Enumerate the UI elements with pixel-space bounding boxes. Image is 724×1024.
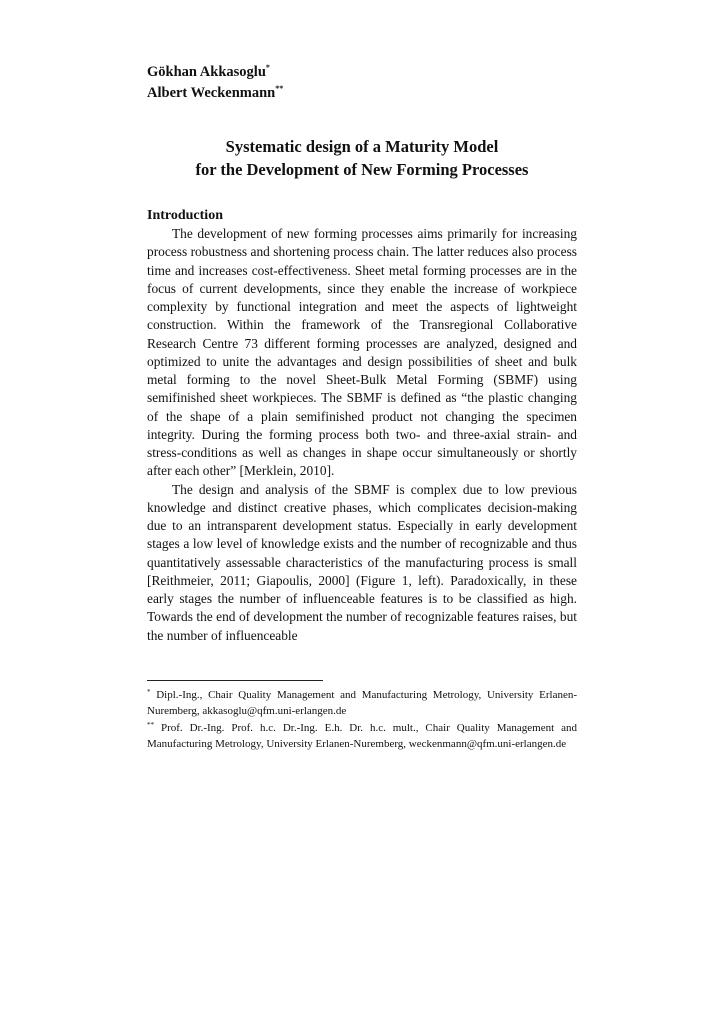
author-block [147, 62, 283, 104]
author-2-name: Albert Weckenmann [147, 85, 276, 101]
paper-title-line-2: for the Development of New Forming Processes [195, 160, 529, 179]
footnote-2 [147, 720, 577, 753]
footnote-1-mark: * [147, 688, 151, 696]
paper-title [147, 135, 577, 181]
footnotes [147, 687, 577, 752]
author-2 [147, 83, 283, 104]
paper-title-line-1: Systematic design of a Maturity Model [225, 137, 499, 156]
section-heading: Introduction [147, 208, 223, 223]
footnote-2-text: Prof. Dr.-Ing. Prof. h.c. Dr.-Ing. E.h. Dr. h.c. mult., Chair Quality Management and Manufacturing Metrology, University Erlanen-Nuremberg, weckenmann@qfm.uni-erlangen.de [147, 721, 577, 750]
footnote-divider [147, 680, 323, 681]
body-paragraph-1: The development of new forming processes aims primarily for increasing process robustness and shortening process chain. The latter reduces also process time and increases cost-effectiveness. Sheet metal forming processes are in the focus of current developments, since they enable the increase of workpiece complexity by functional integration and meet the aspects of lightweight construction. Within the framework of the Transregional Collaborative Research Centre 73 different forming processes are analyzed, designed and optimized to unite the advantages and design possibilities of sheet and bulk metal forming to the novel Sheet-Bulk Metal Forming (SBMF) using semifinished sheet workpieces. The SBMF is defined as “the plastic changing of the shape of a plain semifinished product not changing the specimen integrity. During the forming process both two- and three-axial strain- and stress-conditions as well as changes in shape occur simultaneously or shortly after each other” [Merklein, 2010]. [147, 226, 577, 479]
author-2-footnote-mark: ** [275, 84, 284, 93]
author-1-footnote-mark: * [265, 63, 270, 72]
footnote-1 [147, 687, 577, 720]
author-1 [147, 62, 283, 83]
body-paragraph-2: The design and analysis of the SBMF is complex due to low previous knowledge and distinct creative phases, which complicates decision-making due to an intransparent development status. Especially in early development stages a low level of knowledge exists and the number of recognizable and thus quantitatively assessable characteristics of the manufacturing process is small [Reithmeier, 2011; Giapoulis, 2000] (Figure 1, left). Paradoxically, in these early stages the number of influenceable features is to be classified as high. Towards the end of development the number of recognizable features raises, but the number of influenceable [147, 481, 577, 643]
section-body [147, 225, 577, 645]
footnote-1-text: Dipl.-Ing., Chair Quality Management and Manufacturing Metrology, University Erlanen-Nuremberg, akkasoglu@qfm.uni-erlangen.de [147, 689, 578, 718]
footnote-2-mark: ** [147, 720, 154, 729]
author-1-name: Gökhan Akkasoglu [147, 64, 266, 80]
